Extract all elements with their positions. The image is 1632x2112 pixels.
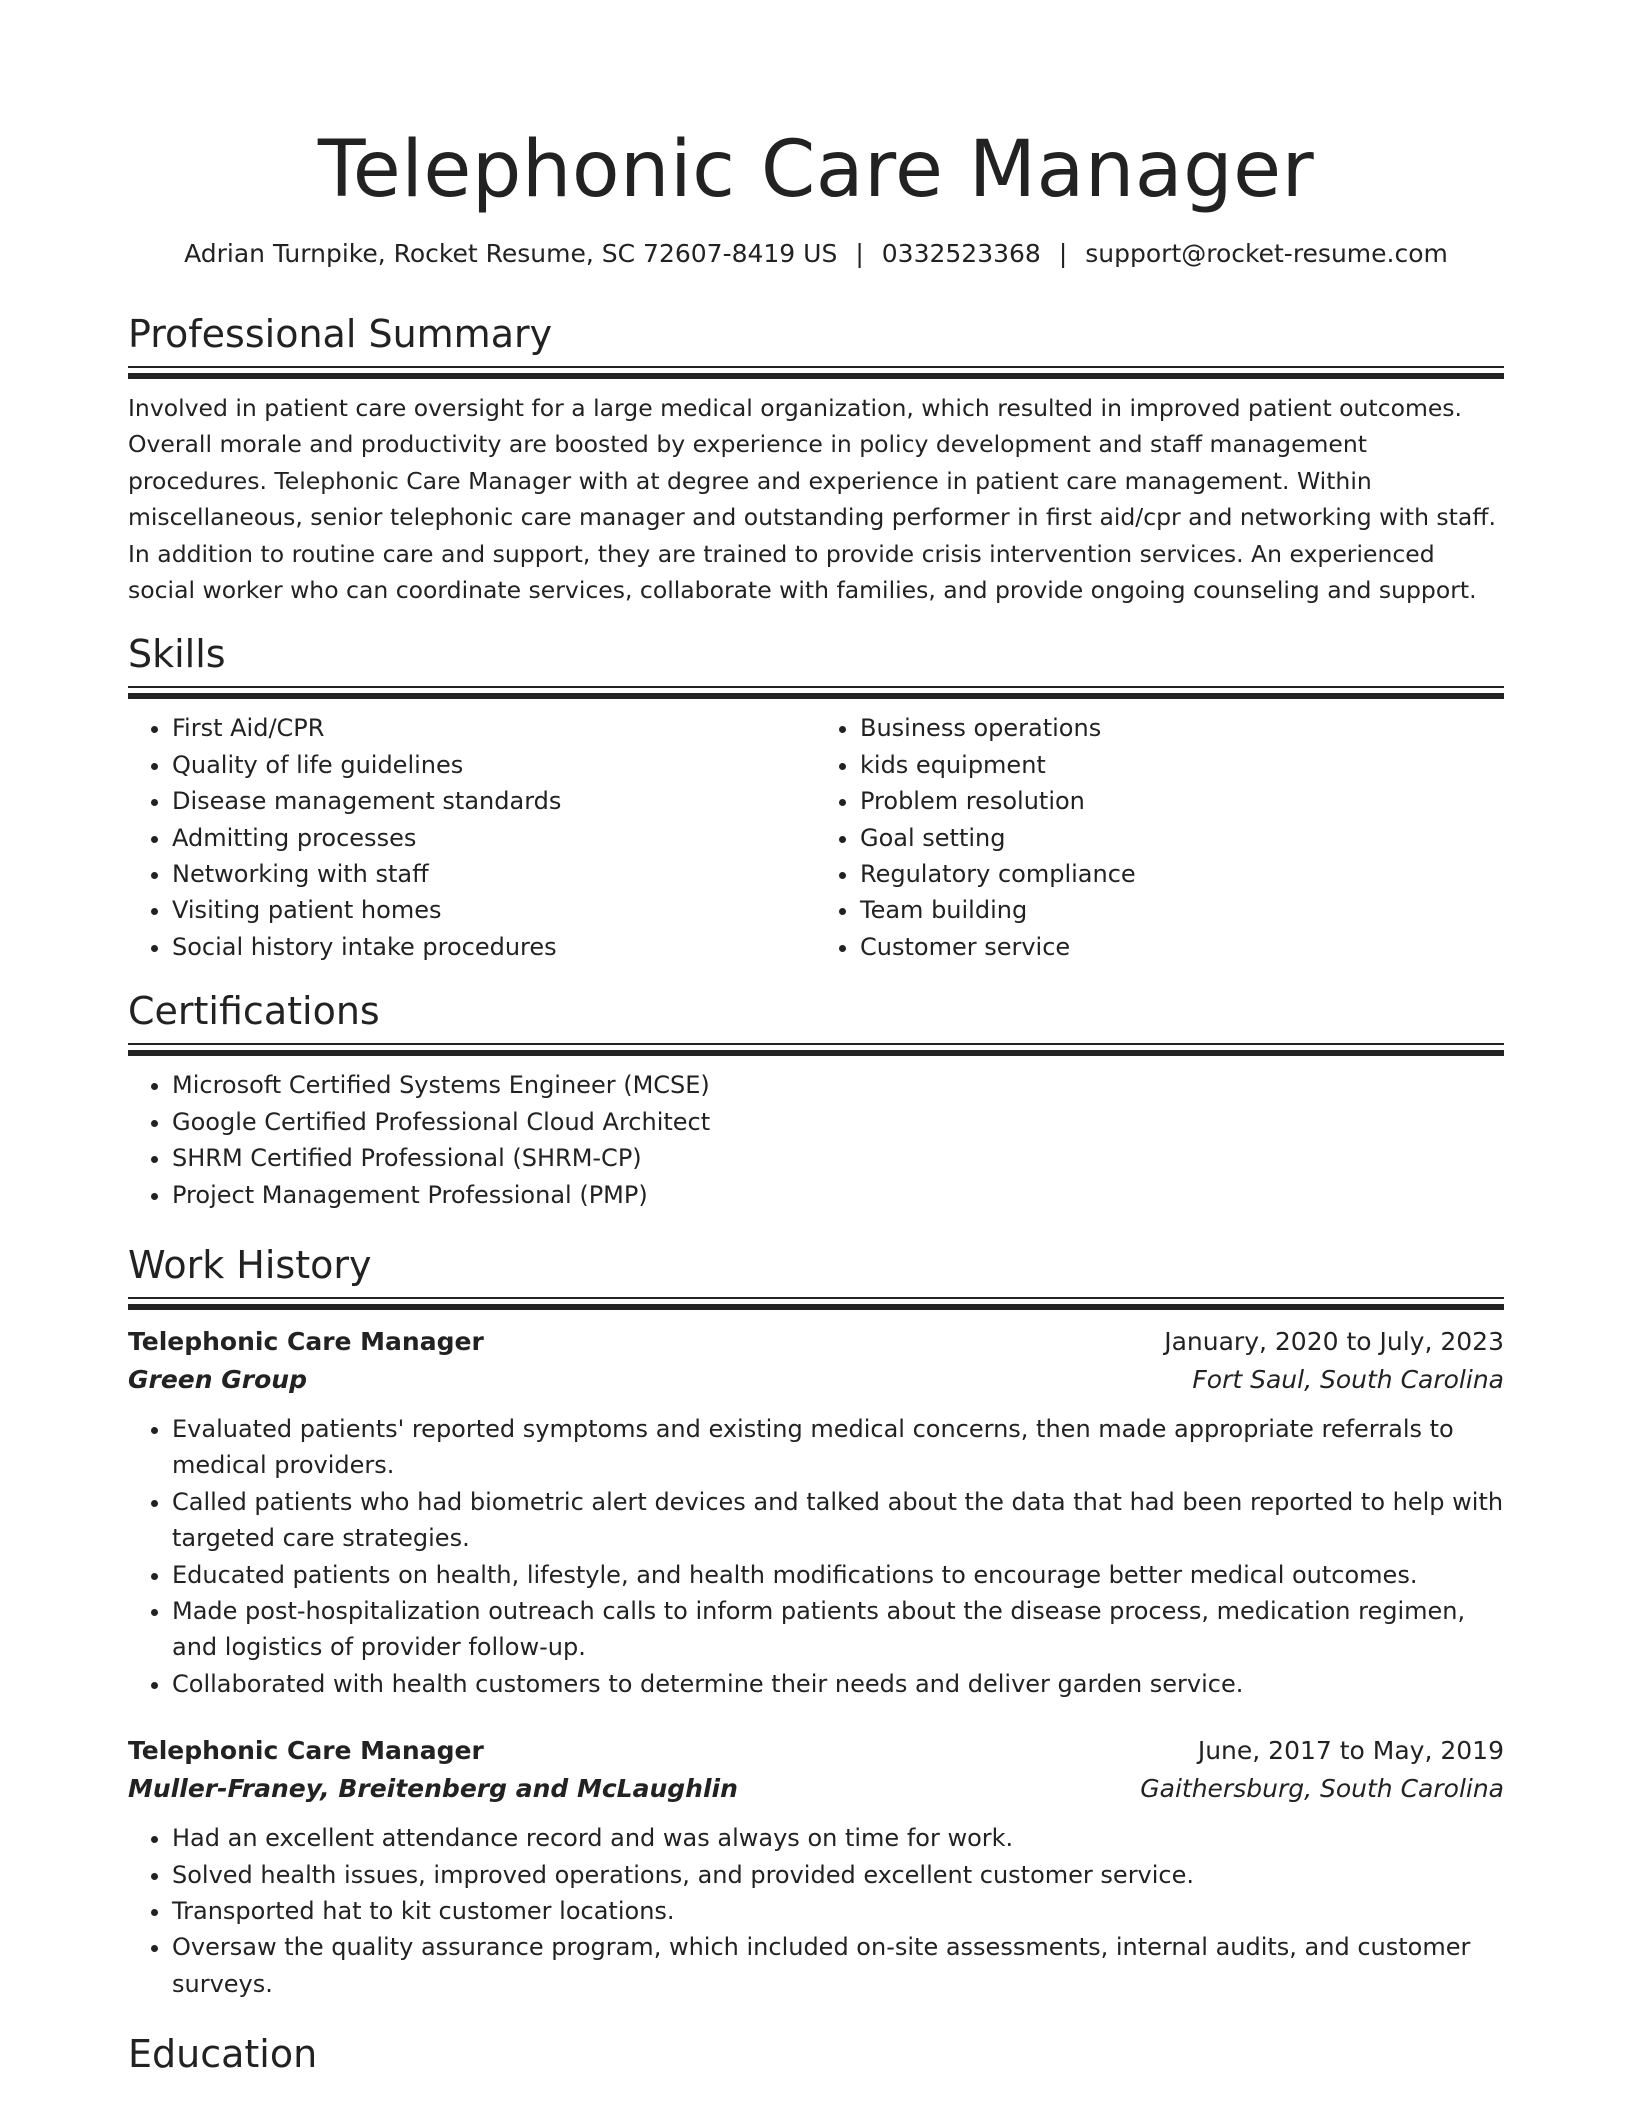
- skill-item: • Team building: [860, 892, 1504, 928]
- section-divider: [128, 1043, 1504, 1057]
- skill-item: • Admitting processes: [172, 820, 816, 856]
- certifications-section: [128, 987, 1504, 1213]
- job-bullet: • Solved health issues, improved operations, and provided excellent customer service.: [172, 1857, 1504, 1893]
- section-divider: [128, 366, 1504, 380]
- section-heading-skills: Skills: [128, 632, 226, 677]
- job-header: [128, 1732, 1504, 1770]
- job-bullets: [128, 1820, 1504, 2002]
- skill-item: • Regulatory compliance: [860, 856, 1504, 892]
- contact-line: [128, 238, 1504, 270]
- contact-email[interactable]: support@rocket-resume.com: [1085, 239, 1448, 268]
- job-bullet: • Evaluated patients' reported symptoms and existing medical concerns, then made appropriate referrals to medical providers.: [172, 1411, 1504, 1484]
- job-bullet: • Called patients who had biometric alert devices and talked about the data that had been reported to help with targeted care strategies.: [172, 1484, 1504, 1557]
- resume-title: Telephonic Care Manager: [317, 125, 1315, 215]
- job-bullets: [128, 1411, 1504, 1702]
- skill-item: • Networking with staff: [172, 856, 816, 892]
- job-entry: [128, 1732, 1504, 2002]
- contact-separator: |: [855, 239, 864, 268]
- certifications-list: [128, 1067, 1504, 1213]
- contact-address: Adrian Turnpike, Rocket Resume, SC 72607-8419 US: [184, 239, 838, 268]
- skills-list-right: [816, 710, 1504, 965]
- skill-item: • Quality of life guidelines: [172, 747, 816, 783]
- summary-section: [128, 310, 1504, 608]
- section-divider: [128, 1297, 1504, 1311]
- skills-section: [128, 630, 1504, 965]
- skill-item: • Customer service: [860, 929, 1504, 965]
- section-divider: [128, 686, 1504, 700]
- job-entry: [128, 1323, 1504, 1702]
- job-header: [128, 1323, 1504, 1361]
- section-heading-certifications: Certifications: [128, 989, 380, 1034]
- job-bullet: • Educated patients on health, lifestyle, and health modifications to encourage better medical outcomes.: [172, 1557, 1504, 1593]
- resume-content: [128, 0, 1504, 2078]
- certification-item: • Project Management Professional (PMP): [172, 1177, 1504, 1213]
- section-heading-work-history: Work History: [128, 1242, 372, 1287]
- job-title: Telephonic Care Manager: [128, 1326, 484, 1356]
- summary-text: Involved in patient care oversight for a large medical organization, which resulted in improved patient outcomes. Overall morale and productivity are boosted by experience in policy development and staff management procedures. Telephonic Care Manager with at degree and experience in patient care management. Within miscellaneous, senior telephonic care manager and outstanding performer in first aid/cpr and networking with staff. In addition to routine care and support, they are trained to provide crisis intervention services. An experienced social worker who can coordinate services, collaborate with families, and provide ongoing counseling and support.: [128, 394, 1496, 605]
- job-subheader: [128, 1361, 1504, 1399]
- skills-list-left: [128, 710, 816, 965]
- job-location: Fort Saul, South Carolina: [1192, 1364, 1504, 1394]
- section-heading-education: Education: [128, 2032, 318, 2077]
- skill-item: • Business operations: [860, 710, 1504, 746]
- skill-item: • Goal setting: [860, 820, 1504, 856]
- skill-item: • First Aid/CPR: [172, 710, 816, 746]
- skill-item: • Visiting patient homes: [172, 892, 816, 928]
- job-bullet: • Oversaw the quality assurance program, which included on-site assessments, internal audits, and customer surveys.: [172, 1929, 1504, 2002]
- job-bullet: • Collaborated with health customers to determine their needs and deliver garden service.: [172, 1666, 1504, 1702]
- certification-item: • Google Certified Professional Cloud Architect: [172, 1104, 1504, 1140]
- contact-separator: |: [1058, 239, 1068, 268]
- job-company: Green Group: [128, 1364, 307, 1394]
- skills-columns: [128, 710, 1504, 965]
- job-bullet: • Made post-hospitalization outreach calls to inform patients about the disease process, medication regimen, and logistics of provider follow-up.: [172, 1593, 1504, 1666]
- contact-phone: 0332523368: [881, 239, 1041, 268]
- job-subheader: [128, 1770, 1504, 1808]
- job-bullet: • Had an excellent attendance record and was always on time for work.: [172, 1820, 1504, 1856]
- skill-item: • kids equipment: [860, 747, 1504, 783]
- job-company: Muller-Franey, Breitenberg and McLaughlin: [128, 1774, 738, 1804]
- certification-item: • Microsoft Certified Systems Engineer (MCSE): [172, 1067, 1504, 1103]
- job-location: Gaithersburg, South Carolina: [1140, 1774, 1504, 1804]
- skill-item: • Disease management standards: [172, 783, 816, 819]
- work-history-section: [128, 1241, 1504, 2002]
- job-title: Telephonic Care Manager: [128, 1736, 484, 1766]
- certification-item: • SHRM Certified Professional (SHRM-CP): [172, 1140, 1504, 1176]
- job-bullet: • Transported hat to kit customer locations.: [172, 1893, 1504, 1929]
- job-dates: January, 2020 to July, 2023: [1164, 1326, 1504, 1356]
- skill-item: • Problem resolution: [860, 783, 1504, 819]
- section-heading-summary: Professional Summary: [128, 312, 553, 356]
- job-dates: June, 2017 to May, 2019: [1197, 1736, 1504, 1766]
- skill-item: • Social history intake procedures: [172, 929, 816, 965]
- education-section: [128, 2030, 1504, 2078]
